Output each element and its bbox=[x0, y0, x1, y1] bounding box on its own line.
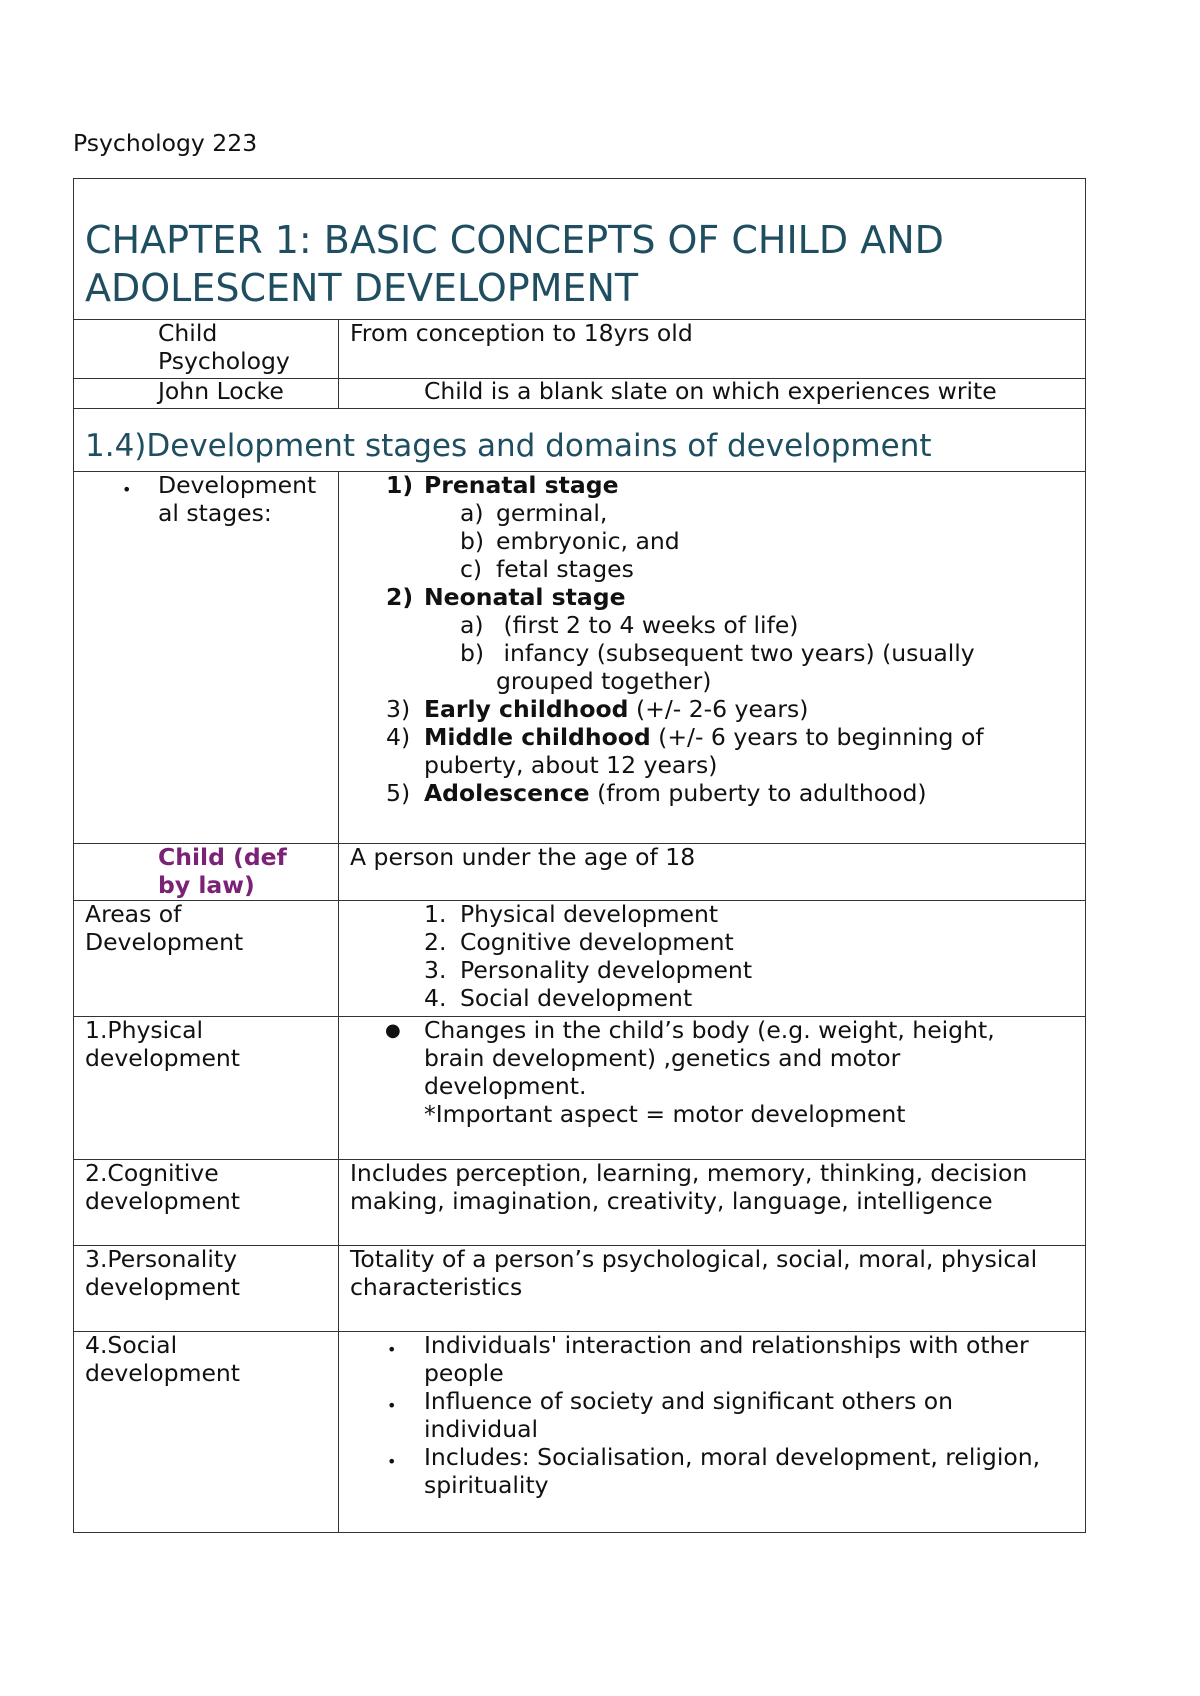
stage-1-num: 1) bbox=[386, 471, 414, 499]
social-label: 4.Social bbox=[85, 1331, 178, 1359]
stage-5-text bbox=[424, 780, 927, 808]
social-item-3: Includes: Socialisation, moral development, religion, bbox=[424, 1443, 1041, 1471]
chapter-title: CHAPTER 1: BASIC CONCEPTS OF CHILD AND ADOLESCENT DEVELOPMENT bbox=[85, 218, 944, 310]
column-divider bbox=[338, 319, 339, 408]
social-item-2-cont: individual bbox=[424, 1415, 539, 1443]
cognitive-label: 2.Cognitive bbox=[85, 1159, 219, 1187]
row-divider bbox=[73, 408, 1086, 409]
section-title: 1.4)Development stages and domains of development bbox=[85, 428, 932, 464]
stage-3-name: Early childhood bbox=[424, 695, 629, 723]
areas-label-2: Development bbox=[85, 928, 244, 956]
area-2-num: 2. bbox=[424, 928, 447, 956]
stage-4-rest-2: puberty, about 12 years) bbox=[424, 751, 718, 779]
physical-line-2: brain development) ,genetics and motor bbox=[424, 1044, 901, 1072]
cognitive-label-2: development bbox=[85, 1187, 241, 1215]
stages-bullet: • bbox=[122, 480, 132, 499]
areas-label: Areas of bbox=[85, 900, 182, 928]
social-item-1: Individuals' interaction and relationships with other bbox=[424, 1331, 1029, 1359]
child-law-label: Child (def bbox=[158, 843, 287, 871]
physical-line-4: *Important aspect = motor development bbox=[424, 1100, 906, 1128]
area-3-num: 3. bbox=[424, 956, 447, 984]
column-divider bbox=[338, 471, 339, 1533]
area-2-text: Cognitive development bbox=[460, 928, 734, 956]
social-bullet-3: • bbox=[387, 1452, 397, 1471]
area-1-num: 1. bbox=[424, 900, 447, 928]
stage-2-name: Neonatal stage bbox=[424, 583, 626, 611]
stage-2-b-text: infancy (subsequent two years) (usually bbox=[496, 639, 975, 667]
social-label-2: development bbox=[85, 1359, 241, 1387]
child-law-text: A person under the age of 18 bbox=[350, 843, 696, 871]
social-item-3-cont: spirituality bbox=[424, 1471, 549, 1499]
john-locke-label: John Locke bbox=[158, 377, 284, 405]
area-1-text: Physical development bbox=[460, 900, 719, 928]
physical-bullet: ● bbox=[385, 1020, 401, 1041]
stage-1-b-label: b) bbox=[460, 527, 485, 555]
stage-2-a-text: (first 2 to 4 weeks of life) bbox=[496, 611, 799, 639]
child-law-label-2: by law) bbox=[158, 871, 255, 899]
cognitive-line-1: Includes perception, learning, memory, thinking, decision bbox=[350, 1159, 1028, 1187]
physical-label-2: development bbox=[85, 1044, 241, 1072]
physical-line-3: development. bbox=[424, 1072, 587, 1100]
stage-5-name: Adolescence bbox=[424, 779, 590, 807]
stage-2-b-label: b) bbox=[460, 639, 485, 667]
personality-label: 3.Personality bbox=[85, 1245, 237, 1273]
john-locke-text: Child is a blank slate on which experiences write bbox=[424, 377, 997, 405]
stage-2-b-text-2: grouped together) bbox=[496, 667, 712, 695]
stage-1-a-text: germinal, bbox=[496, 499, 608, 527]
stage-2-num: 2) bbox=[386, 583, 414, 611]
stage-3-text bbox=[424, 696, 808, 724]
stage-3-rest: (+/- 2-6 years) bbox=[628, 695, 809, 723]
child-psychology-label-2: Psychology bbox=[158, 347, 290, 375]
stage-1-c-text: fetal stages bbox=[496, 555, 634, 583]
area-4-num: 4. bbox=[424, 984, 447, 1012]
social-item-1-cont: people bbox=[424, 1359, 504, 1387]
child-psychology-label: Child bbox=[158, 319, 218, 347]
stage-4-rest: (+/- 6 years to beginning of bbox=[650, 723, 984, 751]
stage-2-a-label: a) bbox=[460, 611, 484, 639]
stage-3-num: 3) bbox=[386, 695, 411, 723]
course-header: Psychology 223 bbox=[73, 129, 258, 157]
stage-1-name: Prenatal stage bbox=[424, 471, 619, 499]
area-4-text: Social development bbox=[460, 984, 693, 1012]
social-bullet-2: • bbox=[387, 1396, 397, 1415]
stage-5-num: 5) bbox=[386, 779, 411, 807]
stages-label: Development bbox=[158, 471, 317, 499]
stage-1-b-text: embryonic, and bbox=[496, 527, 680, 555]
personality-label-2: development bbox=[85, 1273, 241, 1301]
stage-4-name: Middle childhood bbox=[424, 723, 651, 751]
physical-label: 1.Physical bbox=[85, 1016, 204, 1044]
child-psychology-text: From conception to 18yrs old bbox=[350, 319, 693, 347]
stage-1-c-label: c) bbox=[460, 555, 483, 583]
cognitive-line-2: making, imagination, creativity, language, intelligence bbox=[350, 1187, 993, 1215]
stages-label-2: al stages: bbox=[158, 499, 272, 527]
stage-1-a-label: a) bbox=[460, 499, 484, 527]
stage-4-num: 4) bbox=[386, 723, 411, 751]
social-bullet-1: • bbox=[387, 1340, 397, 1359]
area-3-text: Personality development bbox=[460, 956, 753, 984]
social-item-2: Influence of society and significant others on bbox=[424, 1387, 954, 1415]
physical-line-1: Changes in the child’s body (e.g. weight, height, bbox=[424, 1016, 995, 1044]
stage-4-text bbox=[424, 724, 984, 752]
stage-5-rest: (from puberty to adulthood) bbox=[589, 779, 927, 807]
personality-line-2: characteristics bbox=[350, 1273, 523, 1301]
personality-line-1: Totality of a person’s psychological, social, moral, physical bbox=[350, 1245, 1038, 1273]
